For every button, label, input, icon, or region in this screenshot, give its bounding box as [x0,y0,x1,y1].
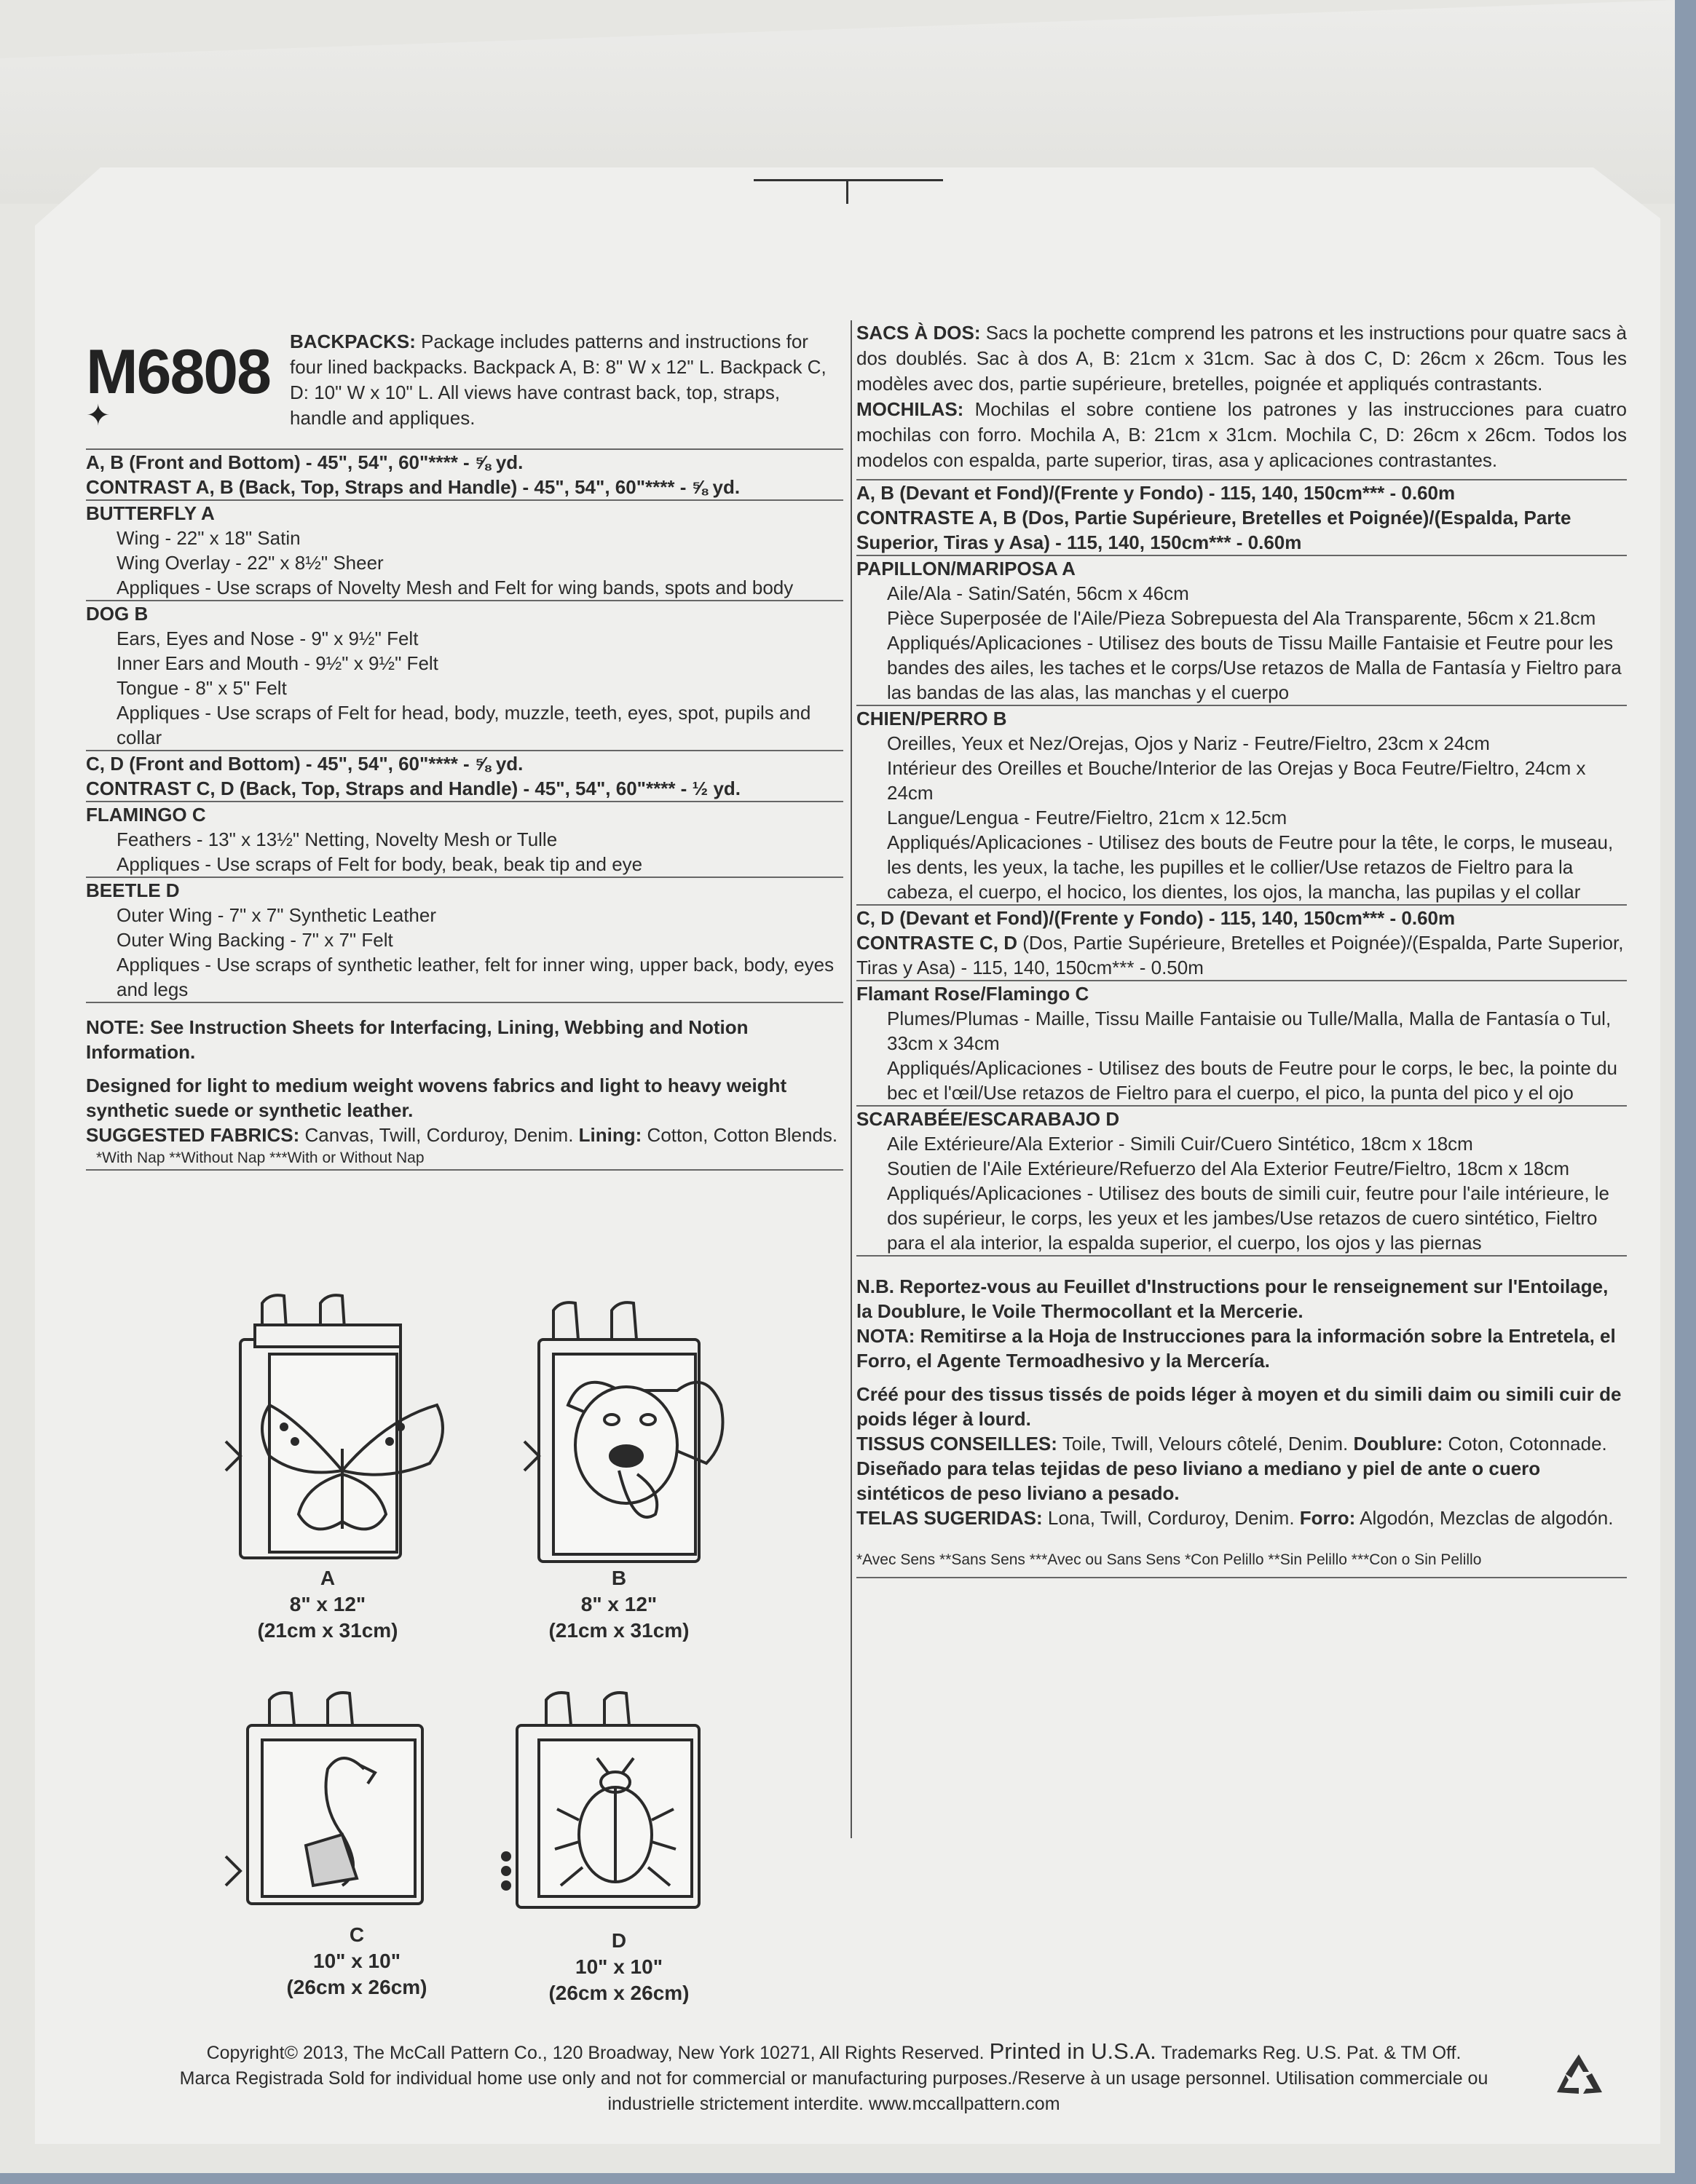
dog-ears: Ears, Eyes and Nose - 9" x 9½" Felt [117,628,419,649]
nb-french: N.B. Reportez-vous au Feuillet d'Instructions pour le renseignement sur l'Entoilage, la Doublure, le Voile Thermocollant et la Mercerie. [856,1275,1609,1322]
cree-french: Créé pour des tissus tissés de poids léger à moyen et du simili daim ou simili cuir de poids léger à lourd. [856,1383,1622,1430]
dog-heading: DOG B [86,603,149,625]
cd-front-fr: C, D (Devant et Fond)/(Frente y Fondo) - 115, 140, 150cm*** - 0.60m [856,907,1456,929]
star-icon: ✦ [86,400,111,432]
intro-es-text: Mochilas el sobre contiene los patrones y las instrucciones para cuatro mochilas con forro. Mochila A, B: 21cm x 31cm. Mochila C, D: 26cm x 26cm. Todos los modelos con espalda, parte superior, tiras, asa y aplicaciones contrastantes. [856,398,1627,471]
forro-text: Algodón, Mezclas de algodón. [1360,1507,1614,1529]
view-a-size-in: 8" x 12" [289,1593,366,1615]
flamingo-feathers: Feathers - 13" x 13½" Netting, Novelty Mesh or Tulle [117,828,558,850]
tissus-text: Toile, Twill, Velours côtelé, Denim. [1062,1433,1349,1455]
intro-english [290,329,837,431]
tissus-conseilles [856,1431,1627,1456]
papillon-heading: PAPILLON/MARIPOSA A [856,558,1076,579]
suggested-fabrics [86,1123,843,1147]
column-divider [851,320,852,1838]
doublure-text: Coton, Cotonnade. [1448,1433,1607,1455]
view-a-size-cm: (21cm x 31cm) [257,1619,398,1642]
flamant-feathers: Plumes/Plumas - Maille, Tissu Maille Fantaisie ou Tulle/Malla, Malla de Fantasía o Tul, 33cm x 34cm [887,1008,1612,1054]
intro-en-lead: BACKPACKS: [290,331,416,352]
ab-contrast: CONTRAST A, B (Back, Top, Straps and Handle) - 45", 54", 60"**** - ⅝ yd. [86,476,741,498]
ab-front: A, B (Front and Bottom) - 45", 54", 60"**** - ⅝ yd. [86,451,524,473]
flamingo-appliques: Appliques - Use scraps of Felt for body, beak, beak tip and eye [117,853,643,875]
scarabee-heading: SCARABÉE/ESCARABAJO D [856,1108,1120,1130]
intro-fr-lead: SACS À DOS: [856,322,981,344]
butterfly-heading: BUTTERFLY A [86,502,215,524]
beetle-backing: Outer Wing Backing - 7" x 7" Felt [117,929,393,951]
trademark: Trademarks Reg. U.S. Pat. & TM Off. [1161,2043,1462,2063]
nota-spanish: NOTA: Remitirse a la Hoja de Instrucciones para la información sobre la Entretela, el Forro, el Agente Termoadhesivo y la Mercería. [856,1325,1616,1372]
dog-appliques: Appliques - Use scraps of Felt for head, body, muzzle, teeth, eyes, spot, pupils and collar [117,702,811,748]
ab-front-fr: A, B (Devant et Fond)/(Frente y Fondo) - 115, 140, 150cm*** - 0.60m [856,482,1456,504]
suggested-text: Canvas, Twill, Corduroy, Denim. [304,1124,574,1146]
view-c-label [269,1922,444,2001]
telas-sugeridas [856,1506,1627,1530]
scarabee-outer-wing: Aile Extérieure/Ala Exterior - Simili Cuir/Cuero Sintético, 18cm x 18cm [887,1133,1473,1155]
printed-in-usa: Printed in U.S.A. [989,2038,1156,2064]
telas-text: Lona, Twill, Corduroy, Denim. [1047,1507,1295,1529]
registration-tick [846,181,848,204]
view-d-size-in: 10" x 10" [575,1955,663,1978]
cd-front: C, D (Front and Bottom) - 45", 54", 60"**** - ⅝ yd. [86,753,524,775]
copyright: Copyright© 2013, The McCall Pattern Co., 120 Broadway, New York 10271, All Rights Reserved. [206,2043,985,2063]
flamant-appliques: Appliqués/Aplicaciones - Utilisez des bouts de Feutre pour le corps, le bec, la pointe du bec et l'œil/Use retazos de Fieltro para el cuerpo, el pico, la punta del pico y el ojo [887,1057,1618,1104]
scarabee-appliques: Appliqués/Aplicaciones - Utilisez des bouts de simili cuir, feutre pour l'aile intérieure, le dos supérieur, le corps, les yeux et les jambes/Use retazos de cuero sintético, Fieltro para el ala interior, la espalda superior, el cuerpo, los ojos y las piernas [887,1182,1609,1254]
view-c-size-in: 10" x 10" [313,1950,401,1972]
footer-line-3: industrielle strictement interdite. www.mccallpattern.com [607,2094,1060,2114]
view-b-size-in: 8" x 12" [580,1593,658,1615]
beetle-heading: BEETLE D [86,879,180,901]
beetle-outer-wing: Outer Wing - 7" x 7" Synthetic Leather [117,904,436,926]
cd-contrast-fr [856,930,1627,980]
lining-text: Cotton, Cotton Blends. [647,1124,838,1146]
view-d-label [532,1928,706,2006]
ab-contrast-fr: CONTRASTE A, B (Dos, Partie Supérieure, Bretelles et Poignée)/(Espalda, Parte Superior, Tiras y Asa) - 115, 140, 150cm*** - 0.60m [856,507,1571,553]
dog-inner-ears: Inner Ears and Mouth - 9½" x 9½" Felt [117,652,438,674]
flamingo-heading: FLAMINGO C [86,804,206,826]
footer-line-2: Marca Registrada Sold for individual home use only and not for commercial or manufacturing purposes./Reserve à un usage personnel. Utilisation commerciale ou [179,2068,1488,2089]
view-a-letter: A [320,1567,336,1589]
sens-key: *Avec Sens **Sans Sens ***Avec ou Sans Sens *Con Pelillo **Sin Pelillo ***Con o Sin Pelillo [856,1551,1482,1568]
intro-spanish [856,397,1627,473]
intro-french [856,320,1627,397]
papillon-wing: Aile/Ala - Satin/Satén, 56cm x 46cm [887,582,1189,604]
scarabee-backing: Soutien de l'Aile Extérieure/Refuerzo del Ala Exterior Feutre/Fieltro, 18cm x 18cm [887,1158,1570,1179]
cd-contrast: CONTRAST C, D (Back, Top, Straps and Handle) - 45", 54", 60"**** - ½ yd. [86,778,741,799]
registration-mark [754,179,943,181]
dog-tongue: Tongue - 8" x 5" Felt [117,677,287,699]
right-column [856,320,1627,1578]
designed-english: Designed for light to medium weight wovens fabrics and light to heavy weight synthetic suede or synthetic leather. [86,1075,787,1121]
view-b-label [539,1565,699,1644]
papillon-appliques: Appliqués/Aplicaciones - Utilisez des bouts de Tissu Maille Fantaisie et Feutre pour les bandes des ailes, les taches et le corps/Use retazos de Malla de Fantasía y Fieltro para las bandas de las alas, las manchas y el cuerpo [887,632,1622,703]
doublure-lead: Doublure: [1353,1433,1443,1455]
cd-contrast-fr-lead: CONTRASTE C, D [856,932,1017,954]
footer [87,2038,1580,2117]
papillon-overlay: Pièce Superposée de l'Aile/Pieza Sobrepuesta del Ala Transparente, 56cm x 21.8cm [887,607,1596,629]
view-c-size-cm: (26cm x 26cm) [286,1976,427,1998]
telas-lead: TELAS SUGERIDAS: [856,1507,1043,1529]
nap-key: *With Nap **Without Nap ***With or Without Nap [96,1150,425,1166]
intro-en-text: Package includes patterns and instructions for four lined backpacks. Backpack A, B: 8" W x 12" L. Backpack C, D: 10" W x 10" L. All views have contrast back, top, straps, handle and appliques. [290,331,827,429]
disenado-spanish: Diseñado para telas tejidas de peso liviano a mediano y piel de ante o cuero sintéticos de peso liviano a pesado. [856,1457,1541,1504]
flamant-heading: Flamant Rose/Flamingo C [856,983,1089,1005]
left-column [86,448,843,1171]
view-d-size-cm: (26cm x 26cm) [548,1982,690,2004]
note-english: NOTE: See Instruction Sheets for Interfacing, Lining, Webbing and Notion Information. [86,1016,749,1063]
pattern-number: M6808 [86,337,270,407]
intro-es-lead: MOCHILAS: [856,398,964,420]
forro-lead: Forro: [1299,1507,1356,1529]
chien-appliques: Appliqués/Aplicaciones - Utilisez des bouts de Feutre pour la tête, le corps, le museau, les dents, les yeux, la tache, les pupilles et le collier/Use retazos de Fieltro para la cabeza, el cuerpo, el hocico, los dientes, los ojos, la mancha, las pupilas y el collar [887,831,1614,903]
tissus-lead: TISSUS CONSEILLES: [856,1433,1057,1455]
recycle-icon [1550,2050,1608,2108]
chien-inner-ears: Intérieur des Oreilles et Bouche/Interior de las Orejas y Boca Feutre/Fieltro, 24cm x 24cm [887,757,1586,804]
chien-heading: CHIEN/PERRO B [856,708,1007,729]
butterfly-overlay: Wing Overlay - 22" x 8½" Sheer [117,552,384,574]
intro-fr-text: Sacs la pochette comprend les patrons et les instructions pour quatre sacs à dos doublés. Sac à dos A, B: 21cm x 31cm. Sac à dos C, D: 26cm x 26cm. Tous les modèles avec dos, partie supérieure, bretelles, poignée et appliqués contrastants. [856,322,1627,395]
lining-lead: Lining: [578,1124,642,1146]
chien-ears: Oreilles, Yeux et Nez/Orejas, Ojos y Nariz - Feutre/Fieltro, 23cm x 24cm [887,732,1490,754]
butterfly-wing: Wing - 22" x 18" Satin [117,527,301,549]
view-b-letter: B [611,1567,627,1589]
view-d-letter: D [611,1929,627,1952]
view-b-size-cm: (21cm x 31cm) [548,1619,690,1642]
chien-tongue: Langue/Lengua - Feutre/Fieltro, 21cm x 12.5cm [887,807,1287,828]
cd-contrast-fr-text: (Dos, Partie Supérieure, Bretelles et Poignée)/(Espalda, Parte Superior, Tiras y Asa) - 115, 140, 150cm*** - 0.50m [856,932,1624,978]
view-c-letter: C [349,1923,365,1946]
backpack-a-illustration [211,1289,459,1565]
suggested-lead: SUGGESTED FABRICS: [86,1124,300,1146]
beetle-appliques: Appliques - Use scraps of synthetic leather, felt for inner wing, upper back, body, eyes and legs [117,954,835,1000]
backpack-d-illustration [488,1689,728,1929]
backpack-b-illustration [510,1296,743,1572]
view-a-label [248,1565,408,1644]
butterfly-appliques: Appliques - Use scraps of Novelty Mesh and Felt for wing bands, spots and body [117,577,794,598]
backpack-c-illustration [218,1689,459,1929]
